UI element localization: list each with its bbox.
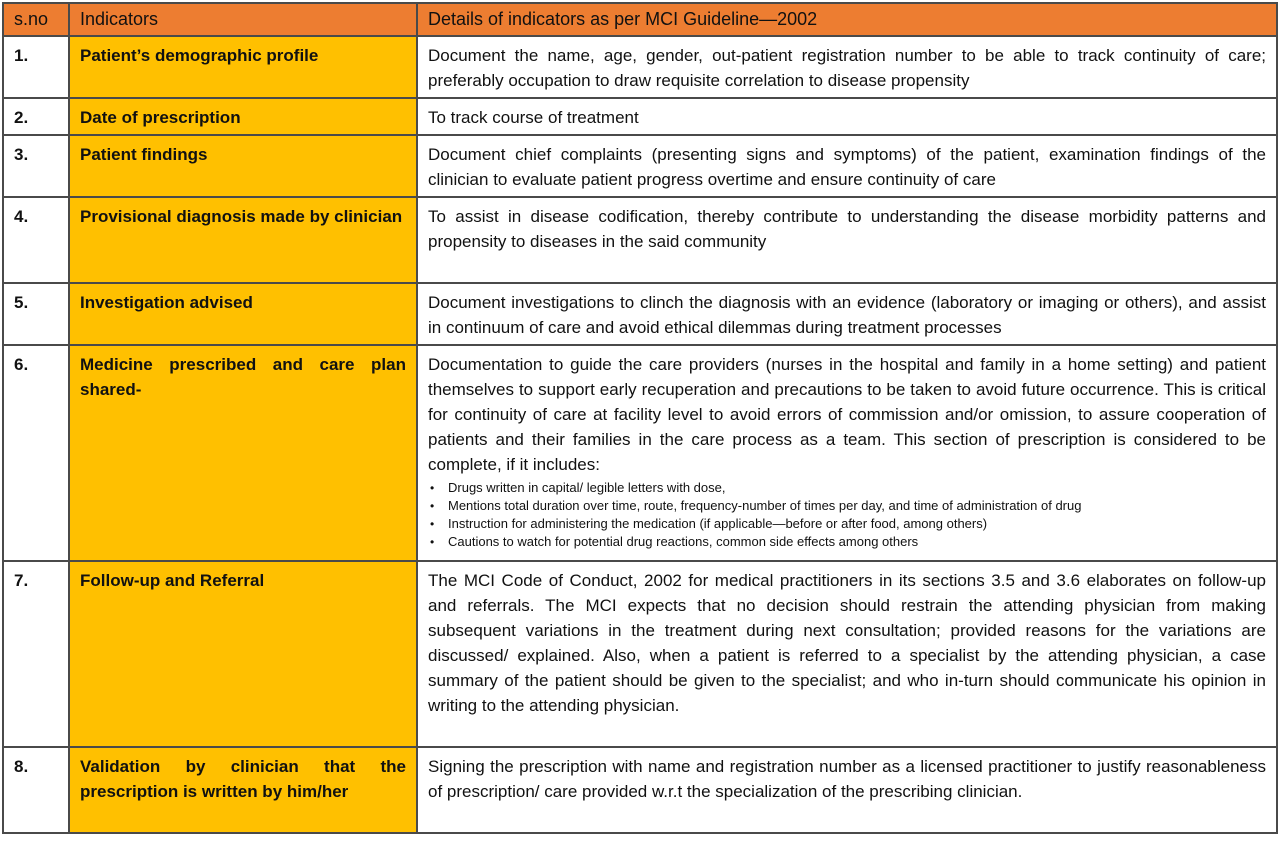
row-indicator: Medicine prescribed and care plan shared- (69, 345, 417, 561)
row-details (417, 345, 1277, 561)
table-row (3, 197, 1277, 283)
header-details: Details of indicators as per MCI Guideline—2002 (417, 3, 1277, 36)
bullet-icon: • (430, 499, 435, 513)
row-details: To track course of treatment (417, 98, 1277, 135)
row-details-text: Documentation to guide the care providers (nurses in the hospital and family in a home setting) and patient themselves to support early recuperation and precautions to be taken to avoid future occurrence. This is critical for continuity of care at facility level to avoid errors of commission and/or omission, to assure cooperation of patients and their families in the care process as a team. This section of prescription is considered to be complete, if it includes: (428, 355, 1266, 474)
row-details: Signing the prescription with name and registration number as a licensed practitioner to justify reasonableness of prescription/ care provided w.r.t the specialization of the prescribing clinician. (417, 747, 1277, 833)
table-row (3, 135, 1277, 197)
medicine-checklist (428, 479, 1266, 551)
indicators-table (2, 2, 1278, 834)
row-indicator: Patient findings (69, 135, 417, 197)
list-item (430, 479, 1266, 497)
row-sno: 5. (3, 283, 69, 345)
table-row (3, 283, 1277, 345)
row-details: Document investigations to clinch the diagnosis with an evidence (laboratory or imaging or others), and assist in continuum of care and avoid ethical dilemmas during treatment processes (417, 283, 1277, 345)
table-row (3, 36, 1277, 98)
row-sno: 2. (3, 98, 69, 135)
table-row (3, 561, 1277, 747)
list-item (430, 497, 1266, 515)
row-indicator: Validation by clinician that the prescription is written by him/her (69, 747, 417, 833)
row-details: To assist in disease codification, thereby contribute to understanding the disease morbidity patterns and propensity to diseases in the said community (417, 197, 1277, 283)
row-sno: 8. (3, 747, 69, 833)
row-indicator: Provisional diagnosis made by clinician (69, 197, 417, 283)
row-details: Document chief complaints (presenting signs and symptoms) of the patient, examination findings of the clinician to evaluate patient progress overtime and ensure continuity of care (417, 135, 1277, 197)
table-row (3, 747, 1277, 833)
row-indicator: Investigation advised (69, 283, 417, 345)
row-sno: 7. (3, 561, 69, 747)
header-sno: s.no (3, 3, 69, 36)
bullet-icon: • (430, 481, 435, 495)
list-item (430, 515, 1266, 533)
bullet-icon: • (430, 517, 435, 531)
list-item-text: Instruction for administering the medication (if applicable—before or after food, among others) (448, 516, 988, 531)
header-row (3, 3, 1277, 36)
bullet-icon: • (430, 535, 435, 549)
table-row (3, 345, 1277, 561)
row-sno: 4. (3, 197, 69, 283)
table-row (3, 98, 1277, 135)
row-indicator: Follow-up and Referral (69, 561, 417, 747)
row-indicator: Patient’s demographic profile (69, 36, 417, 98)
row-sno: 6. (3, 345, 69, 561)
row-details: Document the name, age, gender, out-patient registration number to be able to track continuity of care; preferably occupation to draw requisite correlation to disease propensity (417, 36, 1277, 98)
row-sno: 1. (3, 36, 69, 98)
list-item (430, 533, 1266, 551)
list-item-text: Drugs written in capital/ legible letters with dose, (448, 480, 726, 495)
list-item-text: Cautions to watch for potential drug reactions, common side effects among others (448, 534, 919, 549)
row-sno: 3. (3, 135, 69, 197)
header-indicators: Indicators (69, 3, 417, 36)
row-details: The MCI Code of Conduct, 2002 for medical practitioners in its sections 3.5 and 3.6 elaborates on follow-up and referrals. The MCI expects that no decision should restrain the attending physician from making subsequent variations in the treatment during next consultation; provided reasons for the variations are discussed/ explained. Also, when a patient is referred to a specialist by the attending physician, a case summary of the patient should be given to the specialist; and who in-turn should communicate his opinion in writing to the attending physician. (417, 561, 1277, 747)
row-indicator: Date of prescription (69, 98, 417, 135)
list-item-text: Mentions total duration over time, route, frequency-number of times per day, and time of administration of drug (448, 498, 1082, 513)
